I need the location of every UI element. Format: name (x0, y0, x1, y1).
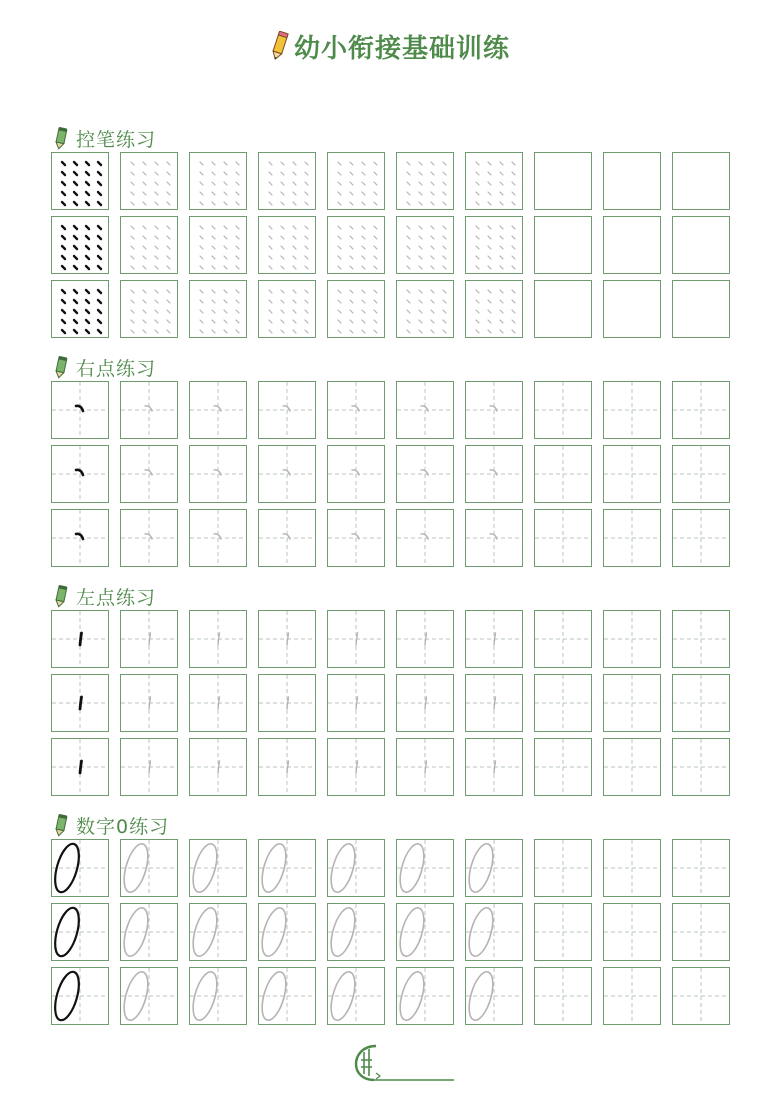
trace-cell (327, 280, 385, 338)
green-pencil-icon (52, 584, 70, 608)
practice-row (51, 381, 731, 439)
trace-cell (189, 152, 247, 210)
green-pencil-icon (52, 355, 70, 379)
trace-cell (120, 152, 178, 210)
example-cell (51, 381, 109, 439)
trace-cell (258, 280, 316, 338)
trace-cell (396, 381, 454, 439)
empty-cell (672, 967, 730, 1025)
empty-cell (603, 381, 661, 439)
trace-cell (120, 738, 178, 796)
empty-cell (534, 610, 592, 668)
empty-cell (534, 903, 592, 961)
green-pencil-icon (52, 813, 70, 837)
empty-cell (603, 445, 661, 503)
trace-cell (258, 610, 316, 668)
practice-row (51, 839, 731, 897)
section-header (52, 355, 156, 379)
trace-cell (120, 903, 178, 961)
trace-cell (465, 381, 523, 439)
trace-cell (258, 381, 316, 439)
trace-cell (396, 903, 454, 961)
brand-logo-icon (350, 1040, 460, 1084)
trace-cell (120, 839, 178, 897)
trace-cell (465, 445, 523, 503)
empty-cell (534, 216, 592, 274)
empty-cell (534, 509, 592, 567)
empty-cell (603, 216, 661, 274)
trace-cell (258, 674, 316, 732)
trace-cell (120, 216, 178, 274)
green-pencil-icon (52, 126, 70, 150)
practice-row (51, 509, 731, 567)
trace-cell (396, 216, 454, 274)
trace-cell (120, 445, 178, 503)
trace-cell (120, 610, 178, 668)
example-cell (51, 903, 109, 961)
section-title: 左点练习 (76, 586, 157, 609)
empty-cell (534, 445, 592, 503)
empty-cell (534, 839, 592, 897)
empty-cell (672, 674, 730, 732)
section-header (52, 813, 169, 837)
trace-cell (258, 738, 316, 796)
empty-cell (672, 280, 730, 338)
example-cell (51, 445, 109, 503)
trace-cell (189, 280, 247, 338)
trace-cell (465, 674, 523, 732)
practice-row (51, 610, 731, 668)
trace-cell (327, 381, 385, 439)
trace-cell (258, 967, 316, 1025)
trace-cell (189, 445, 247, 503)
empty-cell (603, 674, 661, 732)
example-cell (51, 610, 109, 668)
section-header (52, 584, 156, 608)
trace-cell (327, 610, 385, 668)
trace-cell (465, 280, 523, 338)
trace-cell (396, 967, 454, 1025)
trace-cell (189, 967, 247, 1025)
trace-cell (327, 216, 385, 274)
empty-cell (603, 967, 661, 1025)
trace-cell (327, 903, 385, 961)
trace-cell (465, 839, 523, 897)
page-title: 幼小衔接基础训练 (293, 33, 510, 64)
empty-cell (603, 509, 661, 567)
trace-cell (465, 903, 523, 961)
trace-cell (189, 381, 247, 439)
example-cell (51, 967, 109, 1025)
empty-cell (603, 152, 661, 210)
empty-cell (603, 738, 661, 796)
trace-cell (258, 152, 316, 210)
example-cell (51, 674, 109, 732)
trace-cell (396, 152, 454, 210)
trace-cell (189, 839, 247, 897)
practice-row (51, 280, 731, 338)
footer-logo (350, 1040, 460, 1088)
empty-cell (672, 610, 730, 668)
trace-cell (396, 738, 454, 796)
section-header (52, 126, 156, 150)
trace-cell (120, 509, 178, 567)
empty-cell (603, 839, 661, 897)
trace-cell (396, 280, 454, 338)
pencil-icon (270, 31, 290, 61)
trace-cell (465, 610, 523, 668)
empty-cell (672, 903, 730, 961)
trace-cell (258, 509, 316, 567)
trace-cell (120, 967, 178, 1025)
trace-cell (465, 738, 523, 796)
empty-cell (672, 738, 730, 796)
trace-cell (120, 674, 178, 732)
empty-cell (672, 381, 730, 439)
trace-cell (465, 509, 523, 567)
empty-cell (672, 152, 730, 210)
trace-cell (396, 509, 454, 567)
trace-cell (327, 839, 385, 897)
trace-cell (258, 903, 316, 961)
trace-cell (465, 152, 523, 210)
empty-cell (603, 903, 661, 961)
empty-cell (672, 216, 730, 274)
practice-row (51, 738, 731, 796)
trace-cell (189, 738, 247, 796)
trace-cell (396, 839, 454, 897)
trace-cell (120, 381, 178, 439)
trace-cell (465, 967, 523, 1025)
section-title: 右点练习 (76, 357, 157, 380)
practice-row (51, 903, 731, 961)
example-cell (51, 280, 109, 338)
practice-row (51, 967, 731, 1025)
empty-cell (672, 509, 730, 567)
trace-cell (327, 509, 385, 567)
practice-row (51, 445, 731, 503)
example-cell (51, 839, 109, 897)
trace-cell (327, 445, 385, 503)
empty-cell (534, 674, 592, 732)
empty-cell (603, 610, 661, 668)
empty-cell (603, 280, 661, 338)
trace-cell (327, 674, 385, 732)
empty-cell (534, 280, 592, 338)
trace-cell (189, 509, 247, 567)
trace-cell (327, 738, 385, 796)
empty-cell (672, 445, 730, 503)
trace-cell (189, 674, 247, 732)
example-cell (51, 509, 109, 567)
trace-cell (258, 445, 316, 503)
example-cell (51, 738, 109, 796)
practice-row (51, 216, 731, 274)
example-cell (51, 216, 109, 274)
empty-cell (534, 152, 592, 210)
trace-cell (258, 839, 316, 897)
practice-row (51, 674, 731, 732)
empty-cell (534, 967, 592, 1025)
page-header (0, 26, 780, 66)
trace-cell (189, 903, 247, 961)
trace-cell (396, 445, 454, 503)
empty-cell (534, 738, 592, 796)
section-title: 控笔练习 (76, 128, 157, 151)
trace-cell (258, 216, 316, 274)
section-title: 数字0练习 (76, 815, 170, 838)
trace-cell (396, 610, 454, 668)
trace-cell (327, 152, 385, 210)
example-cell (51, 152, 109, 210)
trace-cell (189, 216, 247, 274)
practice-row (51, 152, 731, 210)
trace-cell (396, 674, 454, 732)
empty-cell (672, 839, 730, 897)
trace-cell (120, 280, 178, 338)
trace-cell (465, 216, 523, 274)
trace-cell (189, 610, 247, 668)
empty-cell (534, 381, 592, 439)
trace-cell (327, 967, 385, 1025)
